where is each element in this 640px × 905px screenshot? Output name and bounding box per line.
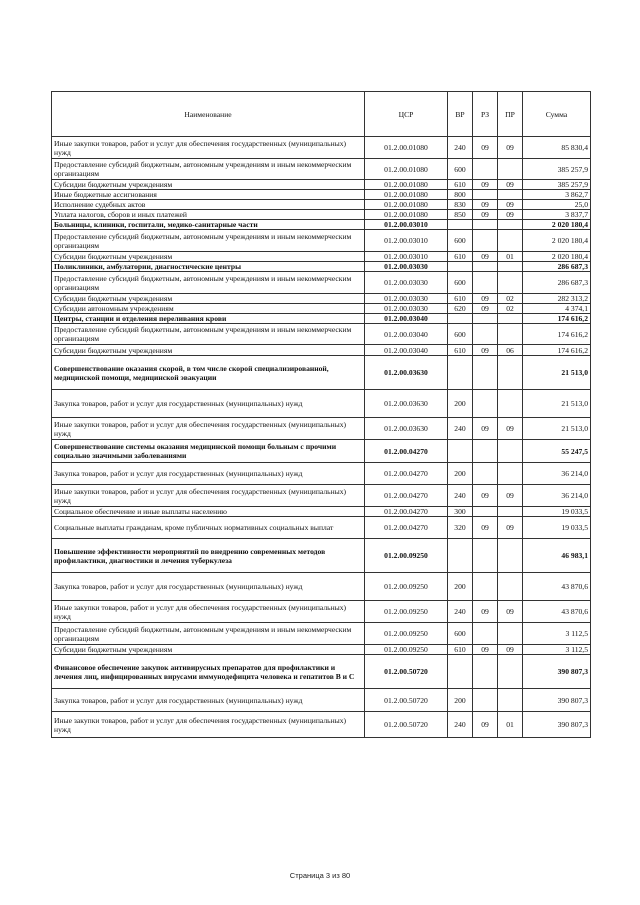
cell-vr: 610 — [448, 252, 473, 262]
cell-code: 01.2.00.03630 — [365, 418, 448, 440]
cell-sum: 85 830,4 — [523, 137, 591, 159]
cell-sum: 46 983,1 — [523, 539, 591, 573]
cell-rz — [473, 324, 498, 345]
cell-code: 01.2.00.50720 — [365, 689, 448, 712]
cell-code: 01.2.00.04270 — [365, 440, 448, 463]
cell-name: Субсидии бюджетным учреждениям — [52, 645, 365, 655]
cell-name: Иные закупки товаров, работ и услуг для обеспечения государственных (муниципальных) нужд — [52, 137, 365, 159]
cell-vr: 600 — [448, 272, 473, 294]
table-row-section — [52, 655, 591, 689]
cell-code: 01.2.00.01080 — [365, 159, 448, 180]
cell-vr: 200 — [448, 463, 473, 485]
cell-code: 01.2.00.01080 — [365, 180, 448, 190]
cell-rz: 09 — [473, 252, 498, 262]
header-sum: Сумма — [523, 92, 591, 137]
cell-vr: 300 — [448, 507, 473, 517]
cell-vr: 800 — [448, 190, 473, 200]
cell-name: Предоставление субсидий бюджетным, автономным учреждениям и иным некоммерческим организациям — [52, 324, 365, 345]
cell-code: 01.2.00.09250 — [365, 601, 448, 623]
table-row-section — [52, 440, 591, 463]
cell-vr: 850 — [448, 210, 473, 220]
cell-vr: 610 — [448, 294, 473, 304]
cell-name: Совершенствование оказания скорой, в том числе скорой специализированной, медицинской помощи, медицинской эвакуации — [52, 356, 365, 390]
table-row — [52, 210, 591, 220]
cell-rz: 09 — [473, 517, 498, 539]
table-row — [52, 517, 591, 539]
cell-sum: 3 862,7 — [523, 190, 591, 200]
cell-sum: 25,0 — [523, 200, 591, 210]
cell-name: Уплата налогов, сборов и иных платежей — [52, 210, 365, 220]
table-row — [52, 230, 591, 252]
cell-pr — [498, 272, 523, 294]
cell-sum: 43 870,6 — [523, 573, 591, 601]
cell-code: 01.2.00.01080 — [365, 190, 448, 200]
table-row — [52, 180, 591, 190]
cell-rz: 09 — [473, 294, 498, 304]
cell-vr: 600 — [448, 623, 473, 645]
cell-name: Социальное обеспечение и иные выплаты населению — [52, 507, 365, 517]
cell-code: 01.2.00.03040 — [365, 324, 448, 345]
cell-vr — [448, 356, 473, 390]
cell-pr — [498, 190, 523, 200]
cell-sum: 19 033,5 — [523, 507, 591, 517]
cell-vr: 240 — [448, 137, 473, 159]
cell-code: 01.2.00.04270 — [365, 485, 448, 507]
cell-pr: 09 — [498, 180, 523, 190]
cell-pr: 02 — [498, 304, 523, 314]
cell-rz: 09 — [473, 418, 498, 440]
cell-name: Иные закупки товаров, работ и услуг для обеспечения государственных (муниципальных) нужд — [52, 418, 365, 440]
cell-sum: 43 870,6 — [523, 601, 591, 623]
cell-rz — [473, 272, 498, 294]
cell-pr: 09 — [498, 210, 523, 220]
cell-code: 01.2.00.50720 — [365, 655, 448, 689]
table-row — [52, 252, 591, 262]
cell-code: 01.2.00.03030 — [365, 304, 448, 314]
cell-pr: 09 — [498, 485, 523, 507]
header-vr: ВР — [448, 92, 473, 137]
cell-pr — [498, 507, 523, 517]
cell-sum: 2 020 180,4 — [523, 220, 591, 230]
cell-vr: 320 — [448, 517, 473, 539]
table-row — [52, 294, 591, 304]
cell-code: 01.2.00.04270 — [365, 507, 448, 517]
cell-rz: 09 — [473, 137, 498, 159]
cell-sum: 2 020 180,4 — [523, 252, 591, 262]
cell-pr: 06 — [498, 345, 523, 356]
table-row — [52, 689, 591, 712]
cell-name: Иные закупки товаров, работ и услуг для обеспечения государственных (муниципальных) нужд — [52, 485, 365, 507]
cell-code: 01.2.00.04270 — [365, 517, 448, 539]
table-row — [52, 390, 591, 418]
cell-code: 01.2.00.03040 — [365, 345, 448, 356]
cell-name: Иные закупки товаров, работ и услуг для обеспечения государственных (муниципальных) нужд — [52, 712, 365, 738]
cell-rz — [473, 314, 498, 324]
cell-pr — [498, 324, 523, 345]
page-number: Страница 3 из 80 — [289, 871, 351, 880]
cell-pr: 01 — [498, 252, 523, 262]
cell-pr — [498, 314, 523, 324]
cell-code: 01.2.00.03010 — [365, 230, 448, 252]
cell-rz — [473, 623, 498, 645]
cell-vr: 610 — [448, 345, 473, 356]
cell-code: 01.2.00.03030 — [365, 272, 448, 294]
table-row — [52, 272, 591, 294]
cell-vr: 620 — [448, 304, 473, 314]
cell-vr: 200 — [448, 573, 473, 601]
cell-pr — [498, 655, 523, 689]
cell-vr: 610 — [448, 645, 473, 655]
cell-code: 01.2.00.01080 — [365, 200, 448, 210]
cell-sum: 390 807,3 — [523, 655, 591, 689]
cell-pr: 01 — [498, 712, 523, 738]
cell-name: Повышение эффективности мероприятий по внедрению современных методов профилактики, диагностики и лечения туберкулеза — [52, 539, 365, 573]
cell-sum: 385 257,9 — [523, 180, 591, 190]
cell-name: Субсидии бюджетным учреждениям — [52, 294, 365, 304]
table-row — [52, 190, 591, 200]
cell-rz — [473, 190, 498, 200]
cell-rz: 09 — [473, 210, 498, 220]
cell-name: Предоставление субсидий бюджетным, автономным учреждениям и иным некоммерческим организациям — [52, 230, 365, 252]
cell-sum: 21 513,0 — [523, 418, 591, 440]
cell-pr — [498, 539, 523, 573]
cell-sum: 36 214,0 — [523, 463, 591, 485]
table-row — [52, 463, 591, 485]
cell-vr — [448, 539, 473, 573]
cell-name: Поликлиники, амбулатории, диагностические центры — [52, 262, 365, 272]
budget-table — [51, 91, 591, 738]
cell-sum: 3 112,5 — [523, 623, 591, 645]
cell-pr: 09 — [498, 418, 523, 440]
table-row — [52, 573, 591, 601]
cell-vr: 830 — [448, 200, 473, 210]
cell-rz: 09 — [473, 485, 498, 507]
cell-name: Закупка товаров, работ и услуг для государственных (муниципальных) нужд — [52, 689, 365, 712]
cell-sum: 55 247,5 — [523, 440, 591, 463]
cell-pr: 02 — [498, 294, 523, 304]
cell-pr — [498, 390, 523, 418]
cell-name: Финансовое обеспечение закупок антивирусных препаратов для профилактики и лечения лиц, инфицированных вирусами иммунодефицита человека и гепатитов B и C — [52, 655, 365, 689]
cell-name: Больницы, клиники, госпитали, медико-санитарные части — [52, 220, 365, 230]
cell-vr: 240 — [448, 712, 473, 738]
cell-sum: 385 257,9 — [523, 159, 591, 180]
cell-vr: 240 — [448, 485, 473, 507]
table-row-section — [52, 539, 591, 573]
table-row-section — [52, 314, 591, 324]
cell-rz: 09 — [473, 180, 498, 190]
cell-rz — [473, 390, 498, 418]
cell-code: 01.2.00.04270 — [365, 463, 448, 485]
cell-sum: 286 687,3 — [523, 272, 591, 294]
cell-pr: 09 — [498, 645, 523, 655]
cell-code: 01.2.00.09250 — [365, 623, 448, 645]
cell-rz — [473, 262, 498, 272]
table-row-section — [52, 220, 591, 230]
cell-name: Центры, станции и отделения переливания крови — [52, 314, 365, 324]
cell-name: Субсидии бюджетным учреждениям — [52, 345, 365, 356]
cell-name: Предоставление субсидий бюджетным, автономным учреждениям и иным некоммерческим организациям — [52, 272, 365, 294]
cell-code: 01.2.00.01080 — [365, 210, 448, 220]
cell-pr — [498, 356, 523, 390]
cell-pr — [498, 220, 523, 230]
cell-rz: 09 — [473, 345, 498, 356]
cell-vr: 600 — [448, 324, 473, 345]
cell-rz: 09 — [473, 601, 498, 623]
table-row — [52, 159, 591, 180]
cell-pr — [498, 230, 523, 252]
cell-vr — [448, 655, 473, 689]
cell-code: 01.2.00.03040 — [365, 314, 448, 324]
cell-name: Закупка товаров, работ и услуг для государственных (муниципальных) нужд — [52, 390, 365, 418]
cell-sum: 286 687,3 — [523, 262, 591, 272]
cell-rz — [473, 539, 498, 573]
cell-sum: 4 374,1 — [523, 304, 591, 314]
cell-name: Социальные выплаты гражданам, кроме публичных нормативных социальных выплат — [52, 517, 365, 539]
cell-code: 01.2.00.09250 — [365, 573, 448, 601]
table-row — [52, 507, 591, 517]
table-row — [52, 345, 591, 356]
cell-name: Закупка товаров, работ и услуг для государственных (муниципальных) нужд — [52, 463, 365, 485]
cell-name: Иные бюджетные ассигнования — [52, 190, 365, 200]
table-header-row — [52, 92, 591, 137]
cell-code: 01.2.00.03010 — [365, 220, 448, 230]
cell-name: Исполнение судебных актов — [52, 200, 365, 210]
cell-rz: 09 — [473, 304, 498, 314]
cell-name: Субсидии бюджетным учреждениям — [52, 252, 365, 262]
cell-vr: 240 — [448, 418, 473, 440]
table-body — [52, 137, 591, 738]
cell-vr — [448, 220, 473, 230]
cell-pr: 09 — [498, 200, 523, 210]
cell-code: 01.2.00.03030 — [365, 294, 448, 304]
cell-name: Закупка товаров, работ и услуг для государственных (муниципальных) нужд — [52, 573, 365, 601]
cell-code: 01.2.00.09250 — [365, 645, 448, 655]
cell-name: Предоставление субсидий бюджетным, автономным учреждениям и иным некоммерческим организациям — [52, 159, 365, 180]
cell-vr: 240 — [448, 601, 473, 623]
cell-sum: 36 214,0 — [523, 485, 591, 507]
cell-name: Совершенствование системы оказания медицинской помощи больным с прочими социально значимыми заболеваниями — [52, 440, 365, 463]
cell-code: 01.2.00.03630 — [365, 356, 448, 390]
cell-sum: 390 807,3 — [523, 689, 591, 712]
cell-code: 01.2.00.03030 — [365, 262, 448, 272]
cell-pr — [498, 689, 523, 712]
header-rz: РЗ — [473, 92, 498, 137]
cell-rz: 09 — [473, 645, 498, 655]
cell-pr — [498, 623, 523, 645]
cell-rz — [473, 220, 498, 230]
table-row — [52, 137, 591, 159]
table-row — [52, 601, 591, 623]
cell-sum: 390 807,3 — [523, 712, 591, 738]
cell-sum: 21 513,0 — [523, 356, 591, 390]
cell-pr — [498, 262, 523, 272]
header-code: ЦСР — [365, 92, 448, 137]
header-name: Наименование — [52, 92, 365, 137]
cell-rz: 09 — [473, 712, 498, 738]
cell-rz — [473, 507, 498, 517]
table-row — [52, 304, 591, 314]
cell-rz — [473, 573, 498, 601]
cell-sum: 3 837,7 — [523, 210, 591, 220]
table-row — [52, 712, 591, 738]
cell-rz — [473, 356, 498, 390]
cell-rz — [473, 230, 498, 252]
cell-name: Предоставление субсидий бюджетным, автономным учреждениям и иным некоммерческим организациям — [52, 623, 365, 645]
cell-sum: 19 033,5 — [523, 517, 591, 539]
cell-code: 01.2.00.09250 — [365, 539, 448, 573]
cell-pr — [498, 159, 523, 180]
cell-sum: 3 112,5 — [523, 645, 591, 655]
cell-vr: 600 — [448, 230, 473, 252]
cell-rz — [473, 159, 498, 180]
table-row — [52, 200, 591, 210]
cell-pr: 09 — [498, 517, 523, 539]
table-row — [52, 623, 591, 645]
cell-vr: 200 — [448, 390, 473, 418]
cell-name: Иные закупки товаров, работ и услуг для обеспечения государственных (муниципальных) нужд — [52, 601, 365, 623]
cell-pr — [498, 573, 523, 601]
header-pr: ПР — [498, 92, 523, 137]
cell-rz — [473, 655, 498, 689]
cell-rz — [473, 463, 498, 485]
cell-rz — [473, 689, 498, 712]
table-row-section — [52, 262, 591, 272]
cell-vr: 200 — [448, 689, 473, 712]
table-row-section — [52, 356, 591, 390]
cell-vr — [448, 314, 473, 324]
table-row — [52, 324, 591, 345]
cell-code: 01.2.00.50720 — [365, 712, 448, 738]
cell-sum: 282 313,2 — [523, 294, 591, 304]
cell-sum: 21 513,0 — [523, 390, 591, 418]
cell-rz: 09 — [473, 200, 498, 210]
cell-sum: 174 616,2 — [523, 345, 591, 356]
cell-code: 01.2.00.01080 — [365, 137, 448, 159]
table-row — [52, 485, 591, 507]
cell-name: Субсидии автономным учреждениям — [52, 304, 365, 314]
cell-rz — [473, 440, 498, 463]
cell-vr — [448, 440, 473, 463]
cell-vr: 600 — [448, 159, 473, 180]
cell-code: 01.2.00.03010 — [365, 252, 448, 262]
cell-sum: 174 616,2 — [523, 324, 591, 345]
table-row — [52, 418, 591, 440]
cell-sum: 2 020 180,4 — [523, 230, 591, 252]
cell-vr: 610 — [448, 180, 473, 190]
cell-sum: 174 616,2 — [523, 314, 591, 324]
cell-name: Субсидии бюджетным учреждениям — [52, 180, 365, 190]
cell-pr: 09 — [498, 601, 523, 623]
table-row — [52, 645, 591, 655]
cell-code: 01.2.00.03630 — [365, 390, 448, 418]
cell-pr — [498, 463, 523, 485]
cell-pr — [498, 440, 523, 463]
cell-vr — [448, 262, 473, 272]
cell-pr: 09 — [498, 137, 523, 159]
